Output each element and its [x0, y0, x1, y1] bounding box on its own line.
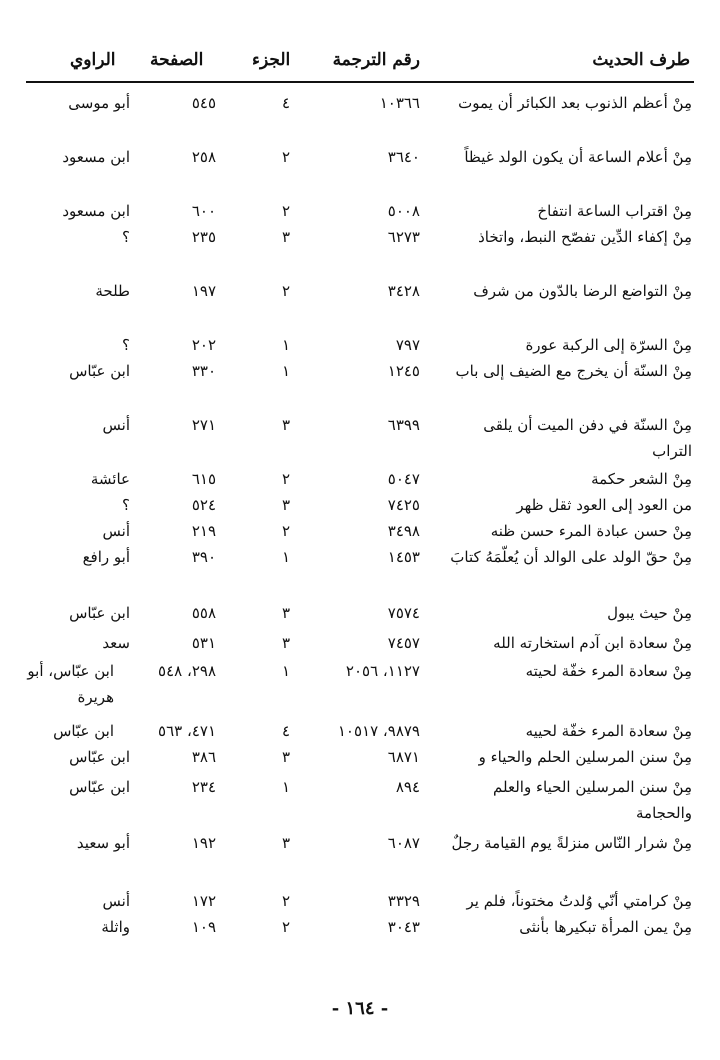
table-row [0, 600, 720, 630]
hadith-cell: مِنْ سعادة المرء خفّة لحيته [525, 662, 692, 680]
part-cell: ١ [281, 362, 291, 380]
hadith-cell: مِنْ السنّة أن يخرج مع الضيف إلى باب [455, 362, 692, 380]
translation-number-cell: ٦٨٧١ [387, 748, 420, 766]
hadith-cell: مِنْ أعظم الذنوب بعد الكبائر أن يموت [458, 94, 692, 112]
page-cell: ٢٣٤ [191, 778, 216, 796]
translation-number-cell: ٧٤٥٧ [387, 634, 420, 652]
page-cell: ١٩٢ [191, 834, 216, 852]
part-cell: ٢ [281, 470, 291, 488]
header-narrator: الراوي [70, 50, 116, 70]
narrator-cell: أبو سعيد [76, 834, 130, 852]
table-row [0, 544, 720, 600]
translation-number-cell: ٩٨٧٩، ١٠٥١٧ [337, 722, 420, 740]
narrator-cell: ابن عبّاس [69, 362, 130, 380]
narrator-cell: طلحة [95, 282, 130, 300]
narrator-cell: ابن عبّاس [69, 778, 130, 796]
table-row [0, 90, 720, 144]
page-cell: ٥٥٨ [191, 604, 216, 622]
narrator-cell: ابن مسعود [62, 202, 130, 220]
header-hadith: طرف الحديث [592, 50, 690, 70]
table-row [0, 888, 720, 914]
narrator-cell: أبو رافع [82, 548, 130, 566]
part-cell: ٣ [281, 634, 291, 652]
narrator-cell: سعد [102, 634, 130, 652]
page-cell: ٢٩٨، ٥٤٨ [158, 662, 216, 680]
page-cell: ٣٣٠ [191, 362, 216, 380]
page-cell: ٥٢٤ [191, 496, 216, 514]
part-cell: ١ [281, 662, 291, 680]
hadith-cell: مِنْ السرّة إلى الركبة عورة [525, 336, 692, 354]
table-row [0, 518, 720, 544]
page-cell: ١٧٢ [191, 892, 216, 910]
narrator-cell: ؟ [122, 496, 130, 514]
translation-number-cell: ٣٤٩٨ [387, 522, 420, 540]
table-row [0, 358, 720, 412]
table-row [0, 492, 720, 518]
translation-number-cell: ٣٤٢٨ [387, 282, 420, 300]
hadith-cell: مِنْ كرامتي أنّي وُلدتُ مختوناً، فلم ير [466, 892, 692, 910]
page-cell: ١٠٩ [191, 918, 216, 936]
translation-number-cell: ٧٤٢٥ [387, 496, 420, 514]
translation-number-cell: ١١٢٧، ٢٠٥٦ [345, 662, 420, 680]
translation-number-cell: ٥٠٠٨ [387, 202, 420, 220]
translation-number-cell: ١٠٣٦٦ [379, 94, 420, 112]
part-cell: ٣ [281, 748, 291, 766]
narrator-cell: ابن مسعود [62, 148, 130, 166]
narrator-cell: أنس [102, 416, 130, 434]
narrator-cell: ؟ [122, 336, 130, 354]
table-row [0, 630, 720, 658]
translation-number-cell: ٦٠٨٧ [387, 834, 420, 852]
translation-number-cell: ٦٣٩٩ [387, 416, 420, 434]
part-cell: ٣ [281, 228, 291, 246]
table-row [0, 412, 720, 466]
page-cell: ٤٧١، ٥٦٣ [158, 722, 216, 740]
part-cell: ٢ [281, 918, 291, 936]
hadith-cell: مِنْ يمن المرأة تبكيرها بأنثى [519, 918, 692, 936]
part-cell: ٣ [281, 496, 291, 514]
header-translation-number: رقم الترجمة [332, 50, 420, 70]
hadith-cell: مِنْ إكفاء الدِّين تفصّح النبط، واتخاذ [478, 228, 692, 246]
page-cell: ٥٣١ [191, 634, 216, 652]
narrator-cell: ؟ [122, 228, 130, 246]
page-cell: ٢٣٥ [191, 228, 216, 246]
table-row [0, 830, 720, 888]
translation-number-cell: ٧٥٧٤ [387, 604, 420, 622]
narrator-cell: أنس [102, 522, 130, 540]
hadith-cell: مِنْ شرار النّاس منزلةً يوم القيامة رجلٌ [451, 834, 692, 852]
table-row [0, 774, 720, 830]
narrator-cell: ابن عبّاس [69, 748, 130, 766]
part-cell: ٢ [281, 522, 291, 540]
hadith-cell: مِنْ حسن عبادة المرء حسن ظنه [490, 522, 692, 540]
part-cell: ١ [281, 778, 291, 796]
page-number: - ١٦٤ - [331, 998, 389, 1019]
hadith-cell: مِنْ حقّ الولد على الوالد أن يُعلّمَهُ كتابَ [450, 548, 692, 566]
part-cell: ١ [281, 336, 291, 354]
part-cell: ٢ [281, 148, 291, 166]
header-page: الصفحة [150, 50, 204, 70]
part-cell: ٣ [281, 416, 291, 434]
part-cell: ١ [281, 548, 291, 566]
narrator-cell: ابن عبّاس [69, 604, 130, 622]
part-cell: ٣ [281, 834, 291, 852]
hadith-cell: مِنْ السنّة في دفن الميت أن يلقى التراب [483, 416, 692, 460]
table-row [0, 198, 720, 224]
page-cell: ٦٠٠ [191, 202, 216, 220]
narrator-cell: ابن عبّاس، أبو هريرة [27, 662, 114, 706]
table-row [0, 718, 720, 744]
page-cell: ٢١٩ [191, 522, 216, 540]
page-cell: ٢٧١ [191, 416, 216, 434]
hadith-cell: مِنْ أعلام الساعة أن يكون الولد غيظاً [464, 148, 692, 166]
translation-number-cell: ٨٩٤ [395, 778, 420, 796]
translation-number-cell: ٧٩٧ [395, 336, 420, 354]
table-row [0, 658, 720, 718]
narrator-cell: أنس [102, 892, 130, 910]
hadith-cell: مِنْ سعادة المرء خفّة لحييه [525, 722, 692, 740]
translation-number-cell: ٣٠٤٣ [387, 918, 420, 936]
hadith-cell: مِنْ سنن المرسلين الحياء والعلم والحجامة [493, 778, 692, 822]
index-table [0, 90, 720, 940]
translation-number-cell: ١٢٤٥ [387, 362, 420, 380]
page-cell: ٥٤٥ [191, 94, 216, 112]
part-cell: ٣ [281, 604, 291, 622]
hadith-cell: مِنْ حيث يبول [607, 604, 692, 622]
table-row [0, 224, 720, 278]
translation-number-cell: ٣٣٢٩ [387, 892, 420, 910]
table-row [0, 744, 720, 774]
translation-number-cell: ٦٢٧٣ [387, 228, 420, 246]
header-part: الجزء [252, 50, 291, 70]
header-rule [26, 81, 694, 83]
table-row [0, 914, 720, 940]
hadith-cell: مِنْ التواضع الرضا بالدّون من شرف [473, 282, 692, 300]
page-cell: ٣٩٠ [191, 548, 216, 566]
hadith-cell: مِنْ اقتراب الساعة انتفاخ [537, 202, 692, 220]
table-row [0, 144, 720, 198]
page-cell: ٢٥٨ [191, 148, 216, 166]
narrator-cell: واثلة [101, 918, 130, 936]
part-cell: ٢ [281, 202, 291, 220]
narrator-cell: أبو موسى [68, 94, 130, 112]
translation-number-cell: ٣٦٤٠ [387, 148, 420, 166]
table-row [0, 332, 720, 358]
page-cell: ٢٠٢ [191, 336, 216, 354]
page-cell: ١٩٧ [191, 282, 216, 300]
part-cell: ٢ [281, 282, 291, 300]
narrator-cell: ابن عبّاس [53, 722, 114, 740]
table-header [0, 50, 720, 76]
hadith-cell: مِنْ سعادة ابن آدم استخارته الله [493, 634, 692, 652]
part-cell: ٢ [281, 892, 291, 910]
translation-number-cell: ٥٠٤٧ [387, 470, 420, 488]
part-cell: ٤ [281, 722, 291, 740]
page-cell: ٦١٥ [191, 470, 216, 488]
table-row [0, 278, 720, 332]
hadith-cell: مِنْ سنن المرسلين الحلم والحياء و [478, 748, 692, 766]
narrator-cell: عائشة [90, 470, 130, 488]
part-cell: ٤ [281, 94, 291, 112]
page-cell: ٣٨٦ [191, 748, 216, 766]
table-row [0, 466, 720, 492]
translation-number-cell: ١٤٥٣ [387, 548, 420, 566]
hadith-cell: مِنْ الشعر حكمة [591, 470, 692, 488]
hadith-cell: من العود إلى العود ثقل ظهر [516, 496, 692, 514]
